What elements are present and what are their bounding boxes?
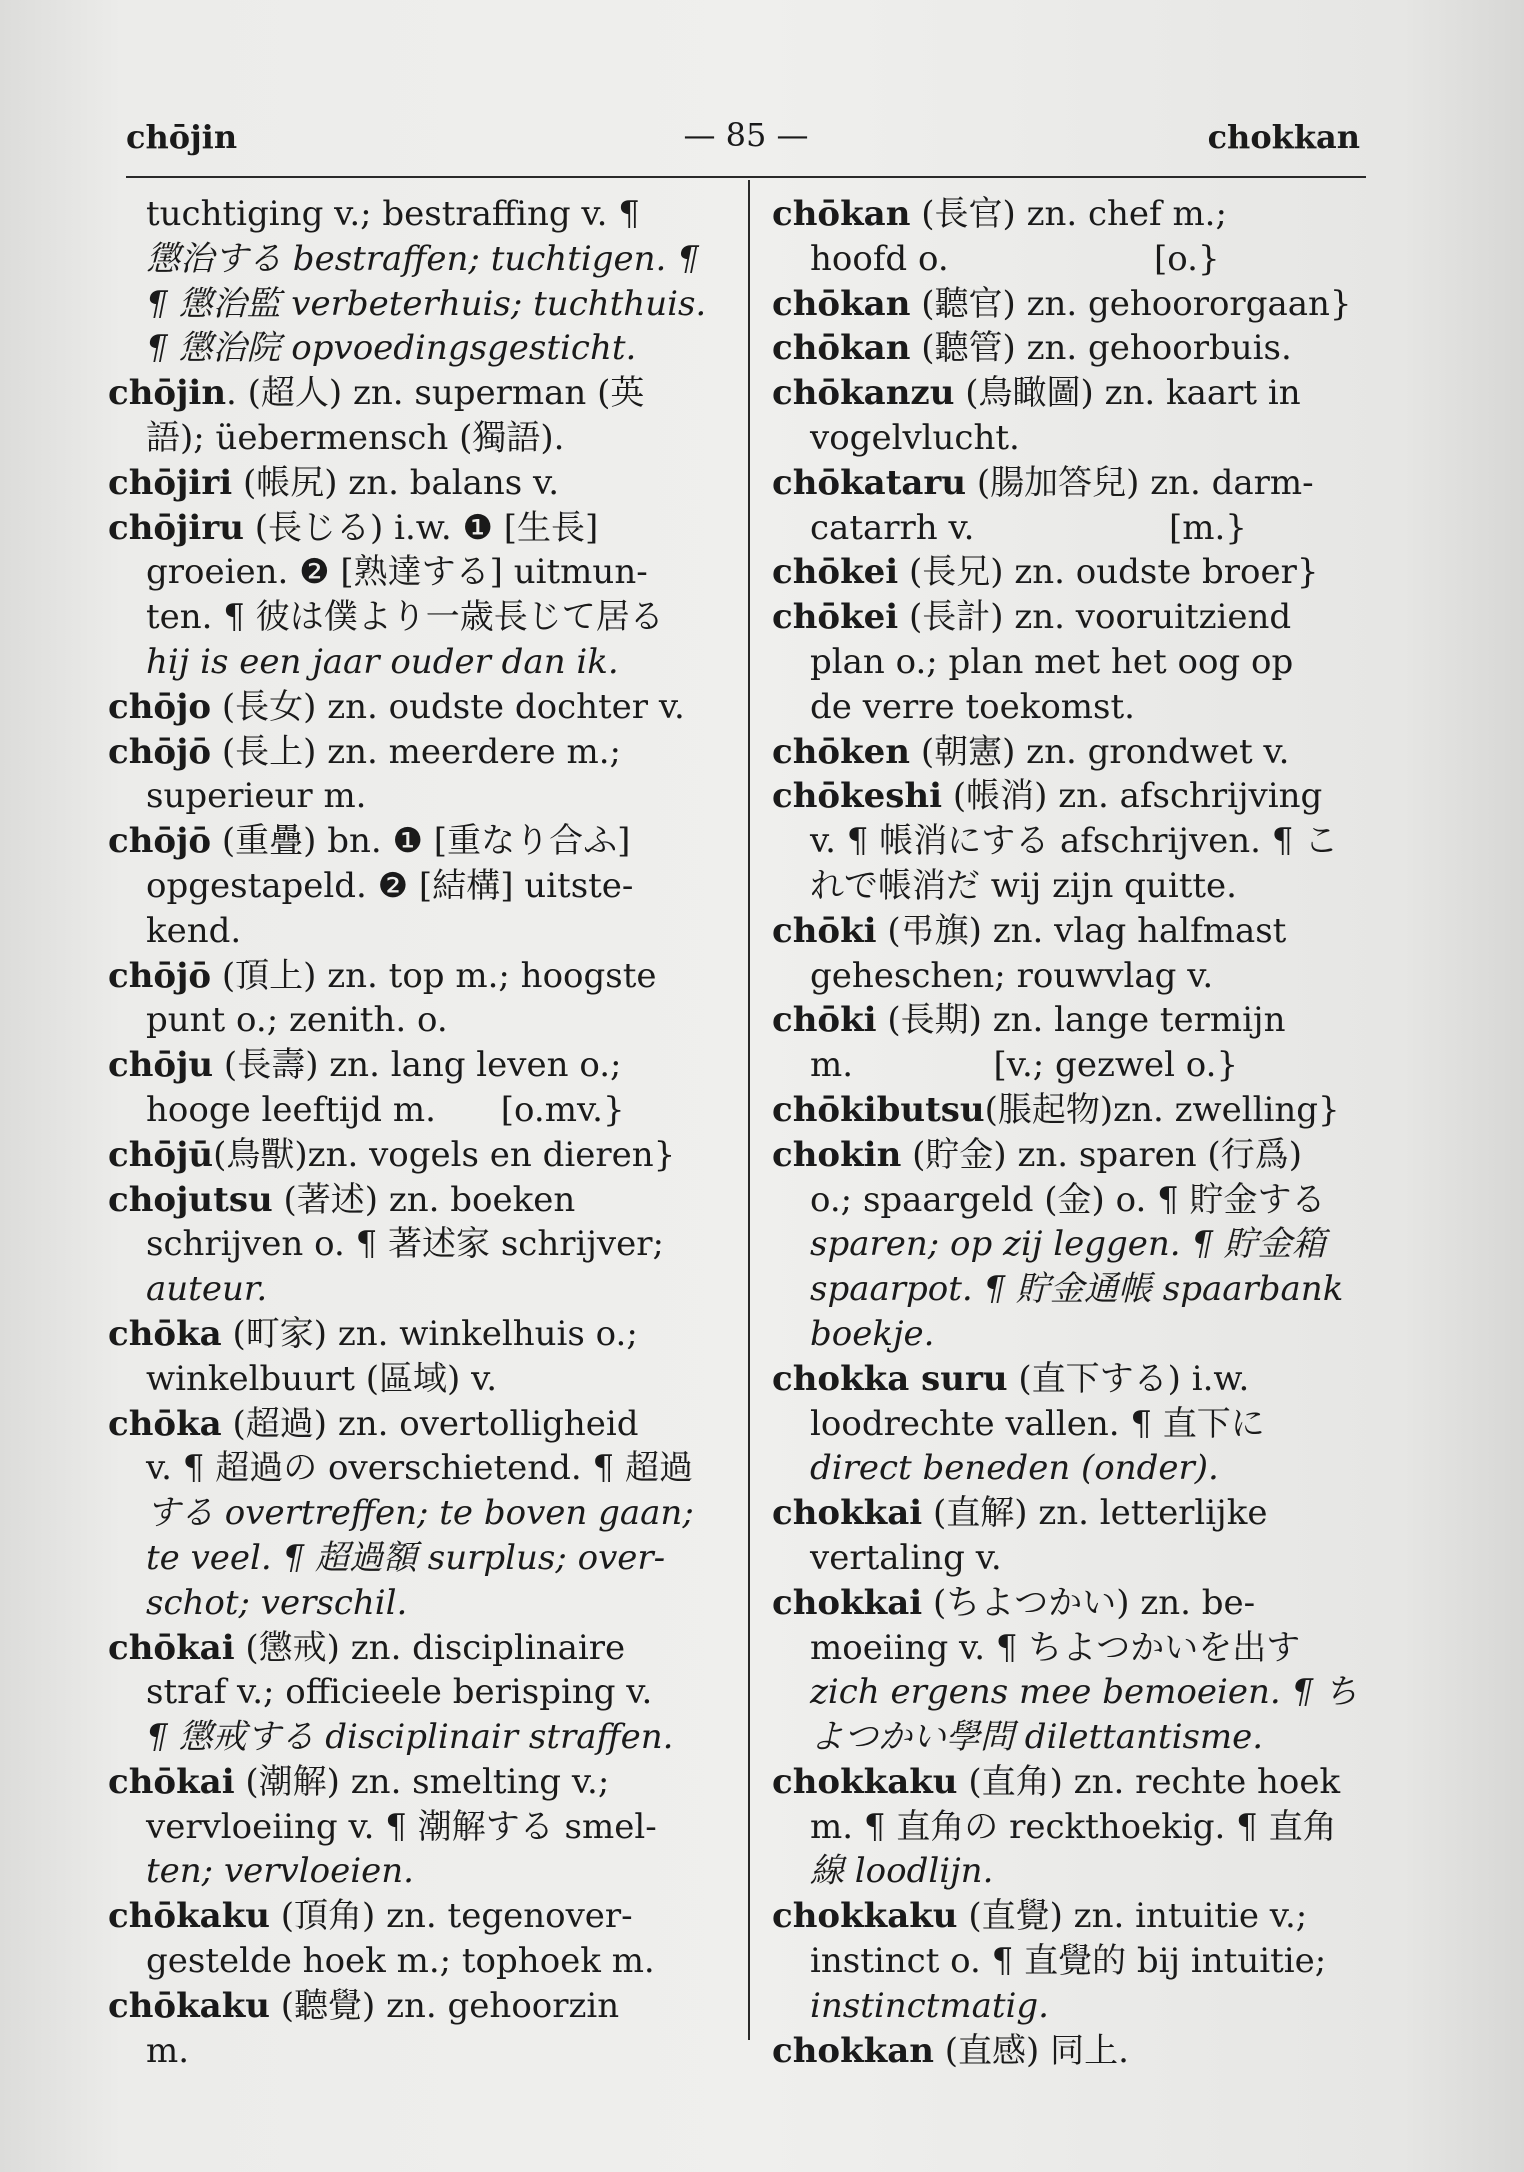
- dictionary-line: [108, 1267, 728, 1312]
- entry-text: (朝憲) zn. grondwet v.: [910, 731, 1290, 772]
- entry-text: (著述) zn. boeken: [272, 1179, 576, 1220]
- entry-text: 語); üebermensch (獨語).: [146, 417, 565, 458]
- dictionary-line: [772, 1715, 1392, 1760]
- entry-text: (脹起物)zn. zwelling}: [984, 1089, 1340, 1130]
- headword: chōka: [108, 1313, 222, 1354]
- entry-text: (鳥瞰圖) zn. kaart in: [954, 373, 1301, 414]
- entry-text: o.; spaargeld (金) o. ¶ 貯金する: [810, 1179, 1326, 1220]
- entry-text: v. ¶ 超過の overschietend. ¶ 超過: [146, 1448, 693, 1489]
- dictionary-line: [108, 1939, 728, 1984]
- entry-text: (帳尻) zn. balans v.: [232, 462, 560, 503]
- headword: chōjō: [108, 731, 212, 772]
- dictionary-line: [772, 1491, 1392, 1536]
- dictionary-line: [772, 819, 1392, 864]
- dictionary-line: [108, 237, 728, 282]
- entry-text: (直解) zn. letterlijke: [922, 1493, 1268, 1534]
- entry-text: geheschen; rouwvlag v.: [810, 955, 1214, 996]
- entry-text: m. [v.; gezwel o.}: [810, 1045, 1239, 1086]
- left-column: [108, 192, 728, 2073]
- entry-text: te veel. ¶ 超過額 surplus; over-: [146, 1537, 666, 1578]
- dictionary-line: [772, 730, 1392, 775]
- headword: chōkei: [772, 597, 899, 638]
- dictionary-line: [108, 640, 728, 685]
- headword: chōjiru: [108, 507, 244, 548]
- dictionary-line: [108, 685, 728, 730]
- entry-text: (長壽) zn. lang leven o.;: [213, 1045, 622, 1086]
- entry-text: de verre toekomst.: [810, 686, 1135, 727]
- dictionary-line: [108, 1088, 728, 1133]
- dictionary-line: [772, 1088, 1392, 1133]
- right-column: [772, 192, 1392, 2073]
- dictionary-line: [108, 1581, 728, 1626]
- headword: chōju: [108, 1045, 214, 1086]
- entry-text: boekje.: [810, 1313, 935, 1354]
- headword: chōken: [772, 731, 911, 772]
- dictionary-line: [108, 1670, 728, 1715]
- dictionary-line: [772, 1581, 1392, 1626]
- dictionary-line: [108, 416, 728, 461]
- entry-text: hooge leeftijd m. [o.mv.}: [146, 1089, 625, 1130]
- dictionary-line: [108, 506, 728, 551]
- headword: chōjō: [108, 955, 212, 996]
- dictionary-line: [108, 909, 728, 954]
- entry-text: (聽管) zn. gehoorbuis.: [910, 328, 1292, 369]
- entry-text: (懲戒) zn. disciplinaire: [234, 1627, 626, 1668]
- entry-text: . (超人) zn. superman (英: [226, 373, 645, 414]
- headword: chokkaku: [772, 1761, 958, 1802]
- headword: chōkaku: [108, 1896, 270, 1937]
- dictionary-line: [108, 864, 728, 909]
- headword: chōkataru: [772, 462, 967, 503]
- headword: chōkeshi: [772, 776, 943, 817]
- dictionary-line: [772, 326, 1392, 371]
- entry-text: ten; vervloeien.: [146, 1851, 414, 1892]
- entry-text: instinctmatig.: [810, 1985, 1049, 2026]
- dictionary-line: [108, 1626, 728, 1671]
- headword: chōkaku: [108, 1985, 270, 2026]
- dictionary-line: [108, 1446, 728, 1491]
- dictionary-line: [108, 1312, 728, 1357]
- entry-text: vogelvlucht.: [810, 417, 1020, 458]
- entry-text: (潮解) zn. smelting v.;: [234, 1761, 610, 1802]
- dictionary-line: [108, 1178, 728, 1223]
- dictionary-line: [772, 1312, 1392, 1357]
- dictionary-line: [772, 2029, 1392, 2074]
- dictionary-line: [772, 506, 1392, 551]
- headword: chokkai: [772, 1582, 923, 1623]
- headword: chōkibutsu: [772, 1089, 985, 1130]
- entry-text: (帳消) zn. afschrijving: [942, 776, 1323, 817]
- entry-text: moeiing v. ¶ ちよつかいを出す: [810, 1627, 1301, 1668]
- entry-text: (頂角) zn. tegenover-: [269, 1896, 633, 1937]
- dictionary-line: [108, 192, 728, 237]
- entry-text: loodrechte vallen. ¶ 直下に: [810, 1403, 1265, 1444]
- entry-text: (聽官) zn. gehoororgaan}: [910, 283, 1352, 324]
- entry-text: (貯金) zn. sparen (行爲): [901, 1134, 1302, 1175]
- headword: chōjū: [108, 1134, 214, 1175]
- entry-text: (弔旗) zn. vlag halfmast: [876, 910, 1287, 951]
- entry-text: winkelbuurt (區域) v.: [146, 1358, 498, 1399]
- dictionary-line: [772, 1267, 1392, 1312]
- headword: chōki: [772, 1000, 877, 1041]
- dictionary-line: [772, 1894, 1392, 1939]
- entry-text: ten. ¶ 彼は僕より一歳長じて居る: [146, 597, 664, 638]
- dictionary-line: [772, 864, 1392, 909]
- entry-text: れで帳消だ wij zijn quitte.: [810, 865, 1237, 906]
- dictionary-line: [108, 998, 728, 1043]
- entry-text: 懲治する bestraffen; tuchtigen. ¶: [146, 238, 699, 279]
- dictionary-line: [108, 326, 728, 371]
- entry-text: groeien. ❷ [熟達する] uitmun-: [146, 552, 648, 593]
- entry-text: schot; verschil.: [146, 1582, 408, 1623]
- page-header: [126, 112, 1360, 162]
- entry-text: ¶ 懲治院 opvoedingsgesticht.: [146, 328, 637, 369]
- dictionary-line: [108, 1715, 728, 1760]
- dictionary-line: [772, 1626, 1392, 1671]
- entry-text: tuchtiging v.; bestraffing v. ¶: [146, 194, 640, 234]
- entry-text: (ちよつかい) zn. be-: [922, 1582, 1256, 1623]
- dictionary-line: [772, 1402, 1392, 1447]
- dictionary-line: [772, 1760, 1392, 1805]
- entry-text: (長計) zn. vooruitziend: [898, 597, 1292, 638]
- entry-text: vertaling v.: [810, 1537, 1002, 1578]
- entry-text: hij is een jaar ouder dan ik.: [146, 641, 619, 682]
- dictionary-line: [772, 954, 1392, 999]
- dictionary-line: [772, 461, 1392, 506]
- entry-text: straf v.; officieele berisping v.: [146, 1672, 653, 1713]
- dictionary-line: [108, 371, 728, 416]
- entry-text: zich ergens mee bemoeien. ¶ ち: [810, 1672, 1358, 1713]
- entry-text: (長じる) i.w. ❶ [生長]: [243, 507, 599, 548]
- entry-text: vervloeiing v. ¶ 潮解する smel-: [146, 1806, 657, 1847]
- dictionary-line: [108, 1133, 728, 1178]
- entry-text: m. ¶ 直角の reckthoekig. ¶ 直角: [810, 1806, 1337, 1847]
- headword: chōjiri: [108, 462, 233, 503]
- entry-text: (超過) zn. overtolligheid: [221, 1403, 639, 1444]
- dictionary-line: [772, 640, 1392, 685]
- dictionary-line: [772, 282, 1392, 327]
- dictionary-line: [108, 1894, 728, 1939]
- page-number: — 85 —: [683, 116, 809, 154]
- entry-text: ¶ 懲治監 verbeterhuis; tuchthuis.: [146, 283, 707, 324]
- entry-text: (長上) zn. meerdere m.;: [211, 731, 621, 772]
- entry-text: よつかい學問 dilettantisme.: [810, 1717, 1264, 1758]
- entry-text: kend.: [146, 910, 242, 951]
- entry-text: auteur.: [146, 1269, 268, 1310]
- column-divider: [748, 180, 750, 2040]
- entry-text: spaarpot. ¶ 貯金通帳 spaarbank: [810, 1269, 1344, 1310]
- entry-text: (頂上) zn. top m.; hoogste: [211, 955, 657, 996]
- entry-text: (直角) zn. rechte hoek: [957, 1761, 1341, 1802]
- header-left-word: chōjin: [126, 118, 238, 156]
- headword: chōkan: [772, 283, 911, 324]
- dictionary-line: [108, 461, 728, 506]
- entry-text: (長期) zn. lange termijn: [876, 1000, 1286, 1041]
- entry-text: (直感) 同上.: [933, 2030, 1129, 2071]
- entry-text: (聽覺) zn. gehoorzin: [269, 1985, 620, 2026]
- headword: chōjin: [108, 373, 227, 414]
- headword: chōki: [772, 910, 877, 951]
- entry-text: instinct o. ¶ 直覺的 bij intuitie;: [810, 1941, 1327, 1982]
- entry-text: sparen; op zij leggen. ¶ 貯金箱: [810, 1224, 1326, 1265]
- headword: chōkan: [772, 194, 911, 234]
- headword: chokin: [772, 1134, 902, 1175]
- entry-text: 線 loodlijn.: [810, 1851, 994, 1892]
- headword: chōjō: [108, 821, 212, 862]
- dictionary-line: [772, 998, 1392, 1043]
- dictionary-line: [772, 1984, 1392, 2029]
- entry-text: (鳥獸)zn. vogels en dieren}: [213, 1134, 676, 1175]
- dictionary-line: [772, 1222, 1392, 1267]
- entry-text: m.: [146, 2030, 190, 2071]
- entry-text: schrijven o. ¶ 著述家 schrijver;: [146, 1224, 664, 1265]
- headword: chōkai: [108, 1627, 235, 1668]
- dictionary-line: [772, 416, 1392, 461]
- dictionary-line: [772, 1849, 1392, 1894]
- dictionary-line: [108, 1222, 728, 1267]
- dictionary-line: [108, 730, 728, 775]
- dictionary-line: [772, 1446, 1392, 1491]
- dictionary-line: [772, 1670, 1392, 1715]
- dictionary-line: [772, 774, 1392, 819]
- dictionary-line: [108, 2029, 728, 2074]
- entry-text: hoofd o. [o.}: [810, 238, 1220, 279]
- dictionary-line: [772, 1043, 1392, 1088]
- entry-text: direct beneden (onder).: [810, 1448, 1219, 1489]
- dictionary-line: [772, 1133, 1392, 1178]
- dictionary-line: [108, 954, 728, 999]
- entry-text: (長兄) zn. oudste broer}: [898, 552, 1319, 593]
- dictionary-line: [108, 1357, 728, 1402]
- dictionary-line: [772, 192, 1392, 237]
- entry-text: opgestapeld. ❷ [結構] uitste-: [146, 865, 634, 906]
- entry-text: (町家) zn. winkelhuis o.;: [221, 1313, 638, 1354]
- dictionary-line: [772, 550, 1392, 595]
- entry-text: gestelde hoek m.; tophoek m.: [146, 1941, 655, 1982]
- headword: chokkaku: [772, 1896, 958, 1937]
- dictionary-line: [772, 595, 1392, 640]
- dictionary-line: [108, 1491, 728, 1536]
- dictionary-line: [108, 282, 728, 327]
- dictionary-line: [108, 774, 728, 819]
- headword: chokkai: [772, 1493, 923, 1534]
- headword: chōkan: [772, 328, 911, 369]
- entry-text: する overtreffen; te boven gaan;: [146, 1493, 694, 1534]
- dictionary-line: [108, 1849, 728, 1894]
- dictionary-line: [108, 1043, 728, 1088]
- dictionary-line: [772, 909, 1392, 954]
- dictionary-line: [108, 1760, 728, 1805]
- dictionary-line: [108, 595, 728, 640]
- headword: chōkanzu: [772, 373, 955, 414]
- entry-text: (直下する) i.w.: [1007, 1358, 1250, 1399]
- entry-text: superieur m.: [146, 776, 367, 817]
- headword: chōkai: [108, 1761, 235, 1802]
- entry-text: (直覺) zn. intuitie v.;: [957, 1896, 1308, 1937]
- headword: chōka: [108, 1403, 222, 1444]
- headword: chojutsu: [108, 1179, 273, 1220]
- header-rule: [126, 176, 1366, 178]
- entry-text: punt o.; zenith. o.: [146, 1000, 448, 1041]
- dictionary-line: [772, 1805, 1392, 1850]
- dictionary-line: [772, 1178, 1392, 1223]
- headword: chōjo: [108, 686, 212, 727]
- entry-text: (腸加答兒) zn. darm-: [966, 462, 1314, 503]
- entry-text: (長女) zn. oudste dochter v.: [211, 686, 685, 727]
- dictionary-line: [772, 1536, 1392, 1581]
- header-right-word: chokkan: [1207, 118, 1360, 156]
- dictionary-line: [108, 1536, 728, 1581]
- entry-text: v. ¶ 帳消にする afschrijven. ¶ こ: [810, 821, 1339, 862]
- entry-text: catarrh v. [m.}: [810, 507, 1247, 548]
- dictionary-line: [772, 685, 1392, 730]
- entry-text: (長官) zn. chef m.;: [910, 194, 1227, 234]
- dictionary-line: [108, 819, 728, 864]
- dictionary-line: [772, 371, 1392, 416]
- dictionary-line: [772, 1357, 1392, 1402]
- dictionary-line: [772, 237, 1392, 282]
- entry-text: plan o.; plan met het oog op: [810, 641, 1294, 682]
- headword: chokkan: [772, 2030, 934, 2071]
- dictionary-line: [108, 1402, 728, 1447]
- headword: chokka suru: [772, 1358, 1008, 1399]
- dictionary-line: [108, 1984, 728, 2029]
- headword: chōkei: [772, 552, 899, 593]
- dictionary-line: [772, 1939, 1392, 1984]
- entry-text: (重疊) bn. ❶ [重なり合ふ]: [211, 821, 631, 862]
- dictionary-line: [108, 550, 728, 595]
- dictionary-line: [108, 1805, 728, 1850]
- entry-text: ¶ 懲戒する disciplinair straffen.: [146, 1717, 674, 1758]
